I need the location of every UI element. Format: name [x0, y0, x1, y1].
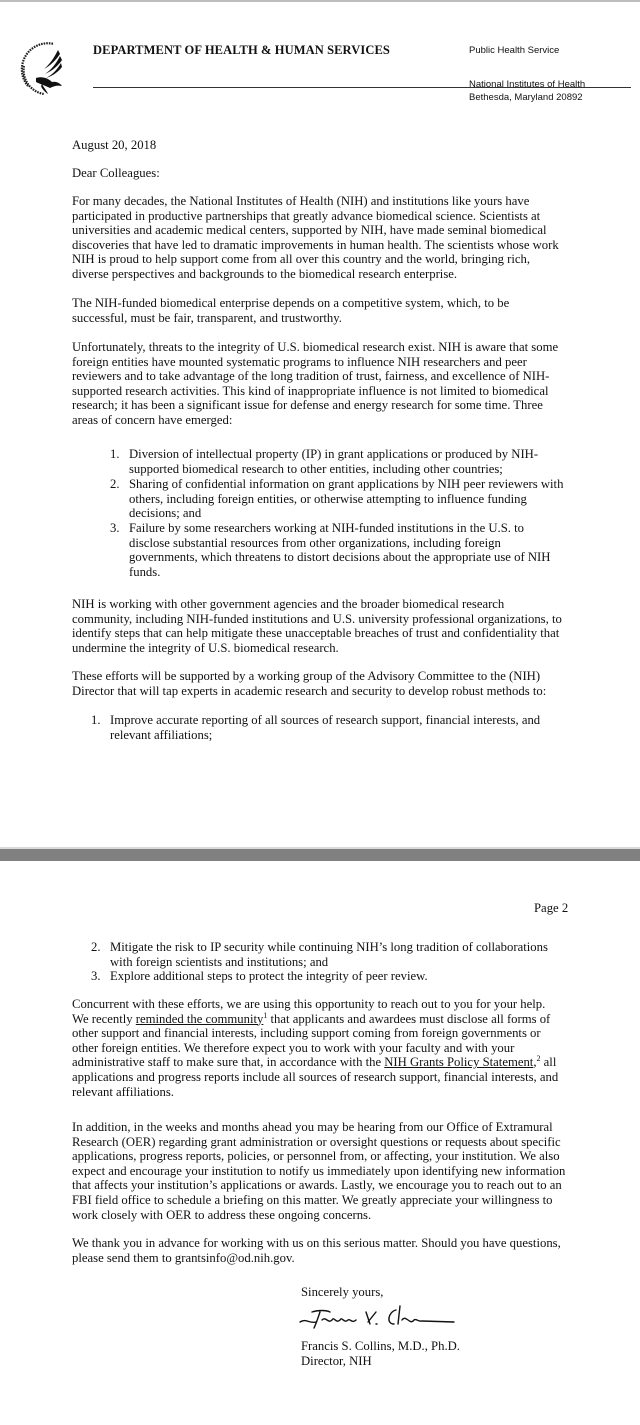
text-line: successful, must be fair, transparent, and trustworthy.	[72, 310, 342, 325]
paragraph-threats	[72, 340, 572, 428]
footnote-1: 1	[263, 1010, 268, 1020]
closing: Sincerely yours,	[301, 1285, 384, 1299]
text-line: reviewers and to take advantage of the long tradition of trust, fairness, and excellence of NIH-	[72, 369, 550, 384]
text-line: NIH is proud to help support come from all over this country and the world, bringing rich,	[72, 252, 531, 267]
text-line: other support and financial interests, including support coming from foreign governments or	[72, 1026, 541, 1041]
list-item-text	[110, 969, 428, 984]
list-item-text	[129, 447, 538, 476]
paragraph-competitive	[72, 296, 572, 325]
footnote-2: 2	[536, 1054, 541, 1064]
text-line: funds.	[129, 564, 161, 579]
page-break-divider	[0, 849, 640, 861]
letter-date: August 20, 2018	[72, 138, 157, 152]
list-item-text	[129, 477, 563, 521]
text-line: relevant affiliations.	[72, 1084, 174, 1099]
text-line: research; it has been a significant issue for defense and energy research for some time. Three	[72, 398, 543, 413]
paragraph-working	[72, 597, 572, 655]
text-line: relevant affiliations;	[110, 727, 213, 742]
text-line: These efforts will be supported by a working group of the Advisory Committee to the (NIH)	[72, 669, 541, 683]
text-span: administrative staff to make sure that, in accordance with the	[72, 1055, 385, 1070]
page-number: Page 2	[534, 901, 569, 915]
text-line: applications and progress reports include all sources of research support, financial interests, and	[72, 1069, 559, 1084]
text-line: areas of concern have emerged:	[72, 412, 233, 427]
signer-name: Francis S. Collins, M.D., Ph.D.	[301, 1339, 460, 1353]
text-line: community, including NIH-funded institutions and U.S. university professional organizations, to	[72, 611, 562, 626]
text-line: applications, progress reports, policies, or personnel from, or affecting, your institution. We also	[72, 1149, 560, 1164]
text-line: FBI field office to schedule a briefing on this matter. We greatly appreciate your willingness to	[72, 1192, 553, 1207]
public-health-service: Public Health Service	[469, 45, 560, 56]
text-line: Unfortunately, threats to the integrity of U.S. biomedical research exist. NIH is aware that some	[72, 340, 559, 354]
handwritten-signature-icon	[298, 1302, 458, 1332]
text-line: NIH is working with other government agencies and the broader biomedical research	[72, 597, 505, 611]
text-line: that affects your institution’s applications or awards. Lastly, we encourage you to reach out to an	[72, 1178, 562, 1193]
text-line: Director that will tap experts in academic research and security to develop robust methods to:	[72, 683, 547, 698]
text-line: supported biomedical research to other entities, including other countries;	[129, 461, 503, 476]
text-line: foreign entities have mounted systematic programs to influence NIH researchers and peer	[72, 354, 527, 369]
paragraph-concurrent	[72, 997, 572, 1099]
list-item	[110, 477, 570, 522]
text-line: The NIH-funded biomedical enterprise depends on a competitive system, which, to be	[72, 296, 510, 310]
text-line: Sharing of confidential information on grant applications by NIH peer reviewers with	[129, 477, 564, 491]
salutation: Dear Colleagues:	[72, 166, 160, 180]
text-line: universities and academic medical centers, supported by NIH, have made seminal biomedical	[72, 223, 547, 238]
list-number: 3.	[91, 969, 101, 983]
text-span: that applicants and awardees must disclose all forms of	[267, 1011, 551, 1026]
comma: ,	[533, 1055, 537, 1070]
list-number: 1.	[110, 447, 120, 461]
text-line: Research (OER) regarding grant administration or oversight questions or requests about specific	[72, 1134, 561, 1149]
text-line: governments, which threatens to distort decisions about the appropriate use of NIH	[129, 550, 551, 565]
list-number: 2.	[91, 940, 101, 954]
list-item-text	[129, 521, 550, 579]
list-item	[110, 447, 570, 477]
signer-title: Director, NIH	[301, 1353, 372, 1368]
text-line	[72, 1012, 572, 1027]
text-line: others, including foreign entities, or otherwise attempting to influence funding	[129, 491, 527, 506]
text-line: We thank you in advance for working with us on this serious matter. Should you have questions,	[72, 1236, 561, 1250]
text-line: please send them to grantsinfo@od.nih.gov.	[72, 1250, 295, 1265]
list-item-text	[110, 713, 540, 742]
list-item	[110, 521, 570, 581]
list-item-text	[110, 940, 548, 969]
text-line	[72, 1055, 572, 1070]
agency-location: Bethesda, Maryland 20892	[469, 91, 583, 103]
text-line: Improve accurate reporting of all sources of research support, financial interests, and	[110, 713, 541, 727]
text-line: In addition, in the weeks and months ahead you may be hearing from our Office of Extramural	[72, 1120, 553, 1134]
text-line: Explore additional steps to protect the integrity of peer review.	[110, 969, 428, 983]
text-line: Failure by some researchers working at NIH-funded institutions in the U.S. to	[129, 521, 524, 535]
reminded-community-link[interactable]: reminded the community	[135, 1011, 264, 1026]
agency-address	[469, 79, 585, 104]
text-line: disclose substantial resources from other organizations, including foreign	[129, 535, 501, 550]
list-item	[91, 940, 571, 970]
text-line: supported research activities. This kind of inappropriate influence is not limited to biomedical	[72, 383, 549, 398]
text-line: Mitigate the risk to IP security while continuing NIH’s long tradition of collaborations	[110, 940, 548, 954]
paragraph-intro	[72, 194, 572, 282]
text-line: Diversion of intellectual property (IP) in grant applications or produced by NIH-	[129, 447, 539, 461]
text-span: all	[540, 1055, 557, 1070]
list-number: 3.	[110, 521, 120, 535]
text-line: diverse perspectives and backgrounds to the biomedical research enterprise.	[72, 266, 458, 281]
text-line: For many decades, the National Institutes of Health (NIH) and institutions like yours have	[72, 194, 530, 208]
list-number: 2.	[110, 477, 120, 491]
text-line: discoveries that have led to dramatic improvements in human health. The scientists whose work	[72, 237, 559, 252]
list-item	[91, 969, 571, 984]
text-span: We recently	[72, 1011, 136, 1026]
text-line: identify steps that can help mitigate these unacceptable breaches of trust and confidentiality that	[72, 626, 560, 641]
text-line: expect and encourage your institution to notify us immediately upon identifying new information	[72, 1163, 566, 1178]
text-line: decisions; and	[129, 506, 202, 521]
paragraph-efforts	[72, 669, 572, 698]
paragraph-addition	[72, 1120, 572, 1222]
text-line: work closely with OER to address these ongoing concerns.	[72, 1207, 372, 1222]
list-number: 1.	[91, 713, 101, 727]
list-item	[91, 713, 571, 743]
hhs-eagle-seal-icon	[14, 36, 78, 100]
paragraph-thanks	[72, 1236, 572, 1265]
signer-block	[301, 1339, 460, 1368]
text-line: Concurrent with these efforts, we are using this opportunity to reach out to you for your help.	[72, 997, 546, 1011]
agency-name: National Institutes of Health	[469, 79, 586, 90]
department-name: DEPARTMENT OF HEALTH & HUMAN SERVICES	[93, 43, 390, 57]
text-line: other foreign entities. We therefore expect you to work with your faculty and with your	[72, 1040, 515, 1055]
text-line: with foreign scientists and institutions; and	[110, 954, 329, 969]
text-line: undermine the integrity of U.S. biomedical research.	[72, 640, 339, 655]
grants-policy-link[interactable]: NIH Grants Policy Statement	[384, 1055, 534, 1070]
text-line: participated in productive partnerships that greatly advance biomedical science. Scientists at	[72, 208, 541, 223]
